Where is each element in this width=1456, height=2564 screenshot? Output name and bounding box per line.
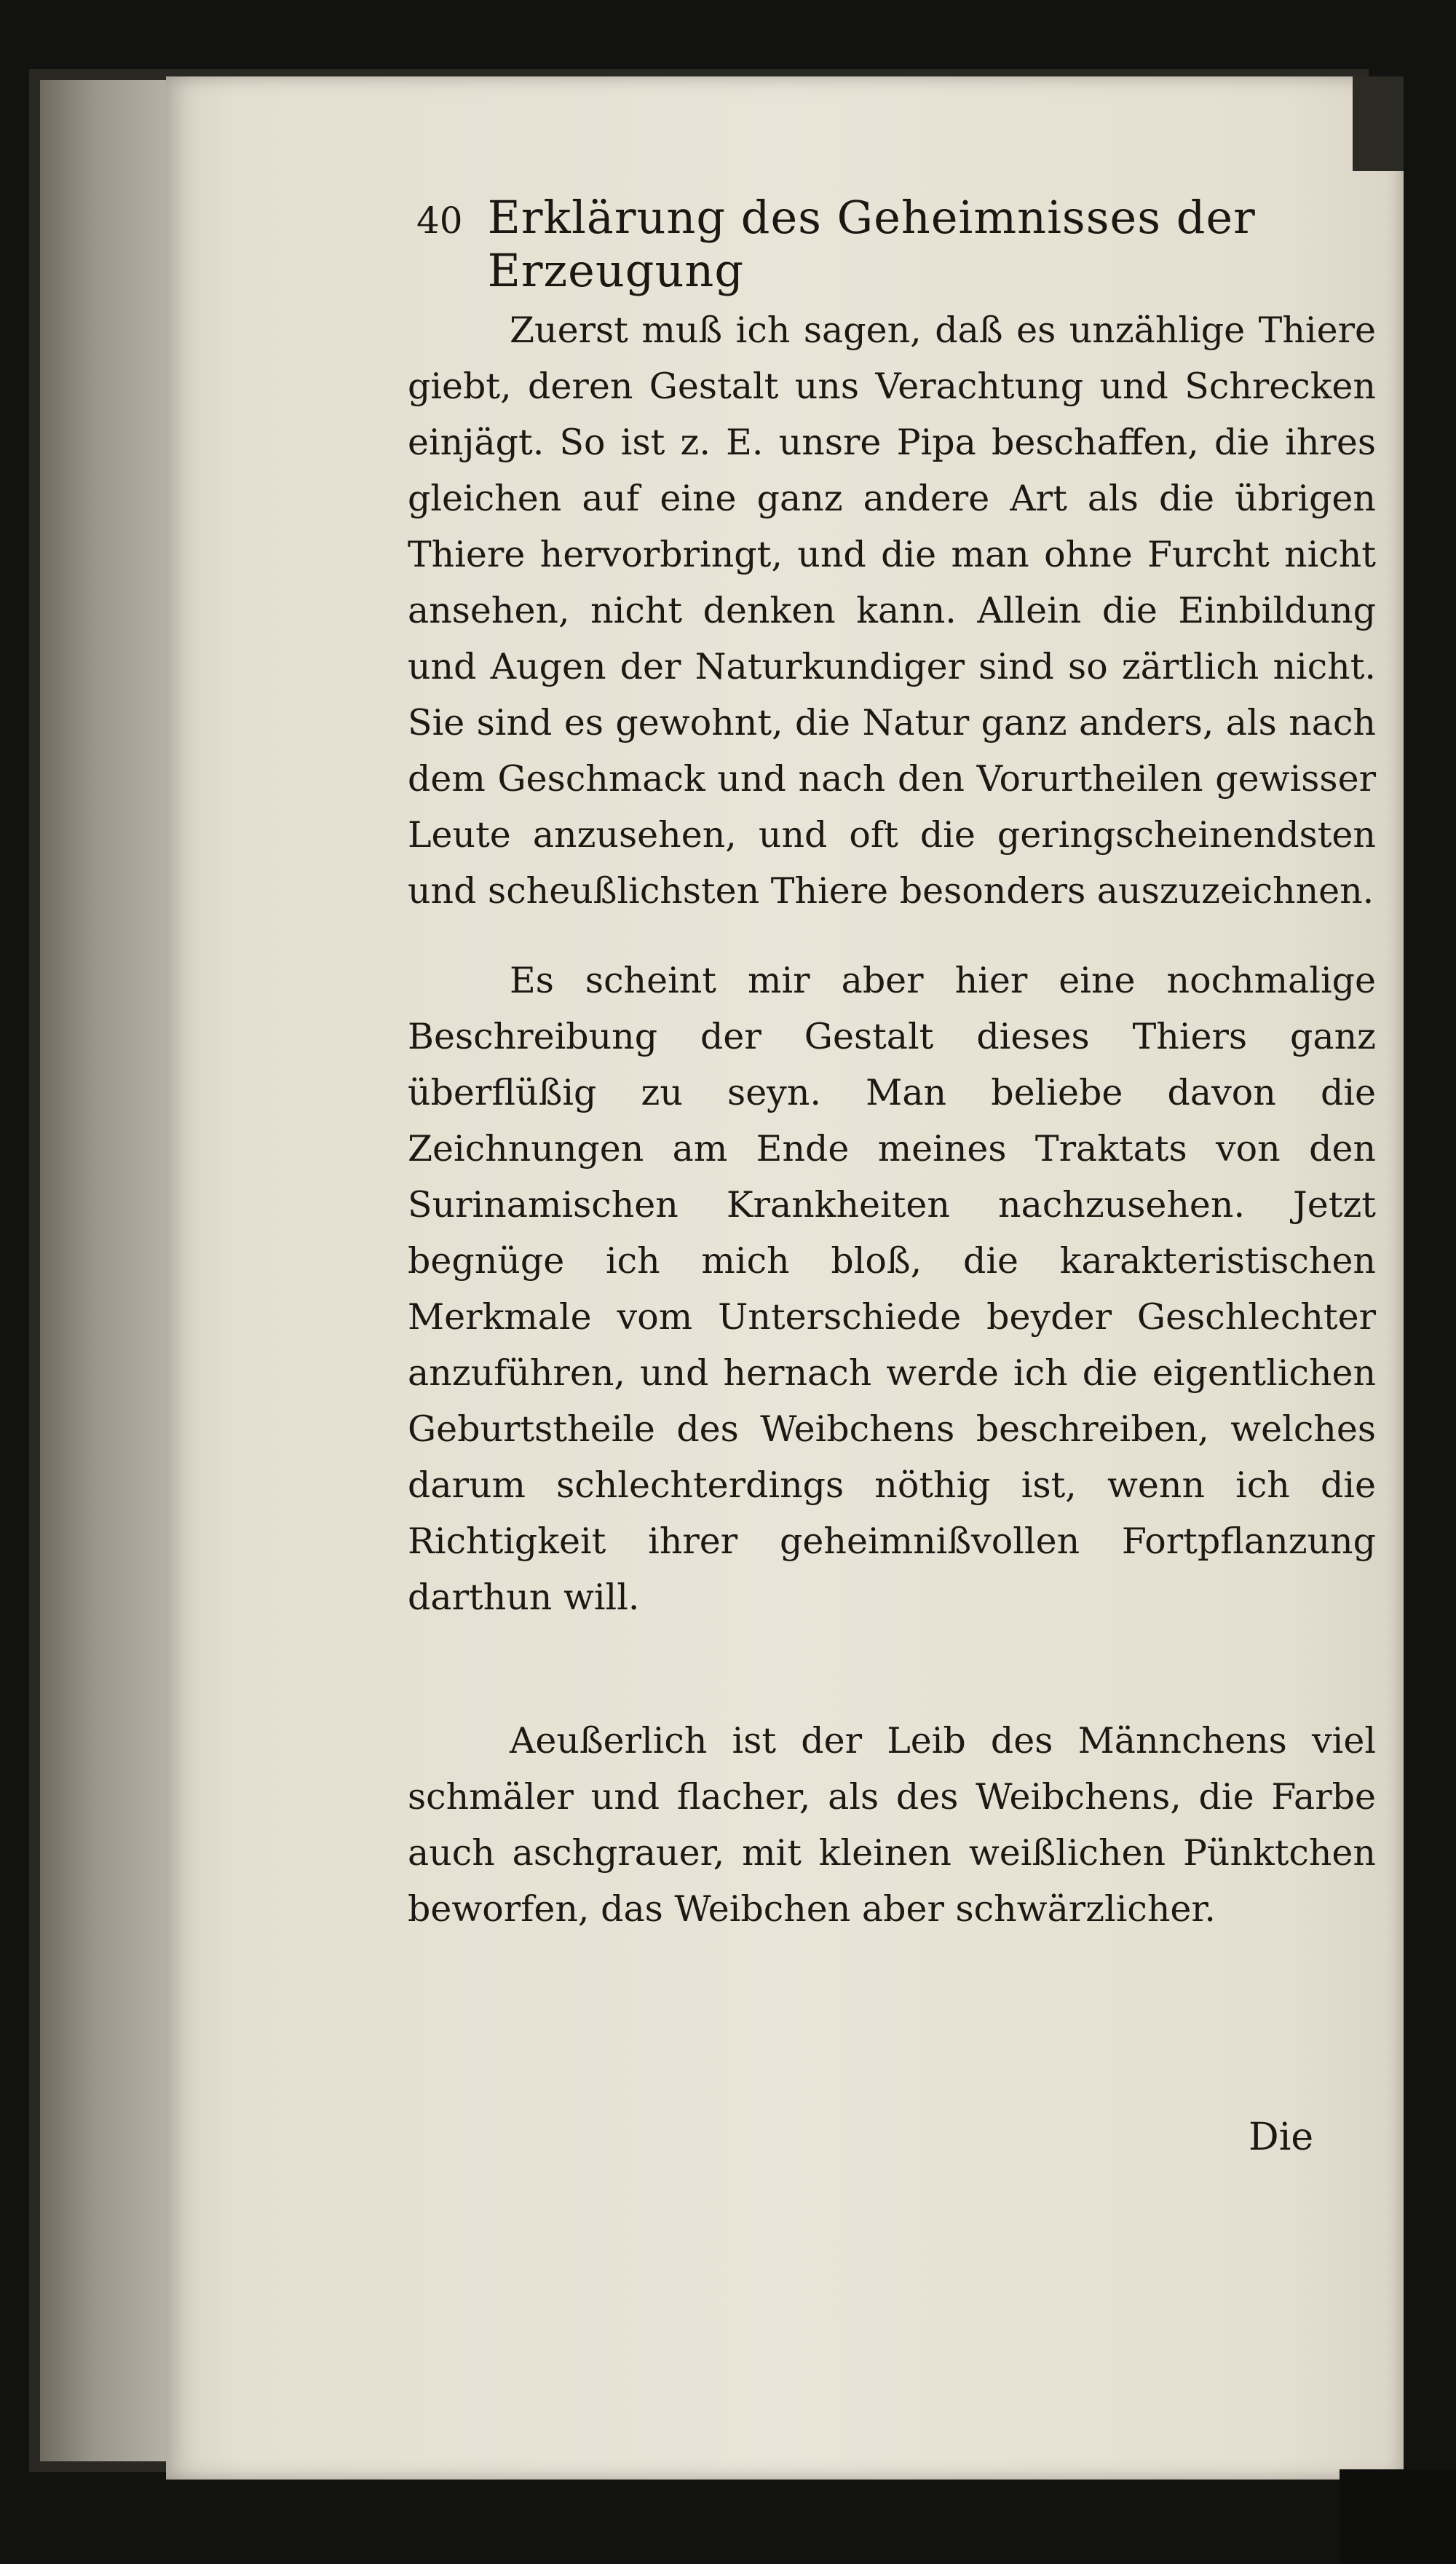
paragraph-2: Es scheint mir aber hier eine nochmalige Beschreibung der Gestalt dieses Thiers ganz überflüßig zu seyn. Man beliebe davon die Zeichnungen am Ende meines Traktats von den Surinamischen Krankheiten nachzusehen. Jetzt begnüge ich mich bloß, die karakteristischen Merkmale vom Unterschiede beyder Geschlechter anzuführen, und hernach werde ich die eigentlichen Geburtstheile des Weibchens beschreiben, welches darum schlechterdings nöthig ist, wenn ich die Richtigkeit ihrer geheimnißvollen Fortpflanzung darthun will.	[408, 960, 1376, 1618]
paragraph-3: Aeußerlich ist der Leib des Männchens viel schmäler und flacher, als des Weibchens, die Farbe auch aschgrauer, mit kleinen weißlichen Pünktchen beworfen, das Weibchen aber schwärzlicher.	[408, 1720, 1376, 1930]
page-header	[416, 191, 1392, 297]
catchword: Die	[1249, 2115, 1314, 2159]
scan-corner-mask	[1340, 2469, 1456, 2564]
page-number: 40	[416, 200, 463, 242]
paragraph-1: Zuerst muß ich sagen, daß es unzählige Thiere giebt, deren Gestalt uns Verachtung und Schrecken einjägt. So ist z. E. unsre Pipa beschaffen, die ihres gleichen auf eine ganz andere Art als die übrigen Thiere hervorbringt, und die man ohne Furcht nicht ansehen, nicht denken kann. Allein die Einbildung und Augen der Naturkundiger sind so zärtlich nicht. Sie sind es gewohnt, die Natur ganz anders, als nach dem Geschmack und nach den Vorurtheilen gewisser Leute anzusehen, und oft die geringscheinendsten und scheußlichsten Thiere besonders auszuzeichnen.	[408, 309, 1376, 912]
page-corner-shadow	[1353, 76, 1404, 171]
body-text	[408, 302, 1376, 1966]
running-head: Erklärung des Geheimnisses der Erzeugung	[487, 191, 1256, 297]
book-page-edge	[40, 80, 171, 2461]
